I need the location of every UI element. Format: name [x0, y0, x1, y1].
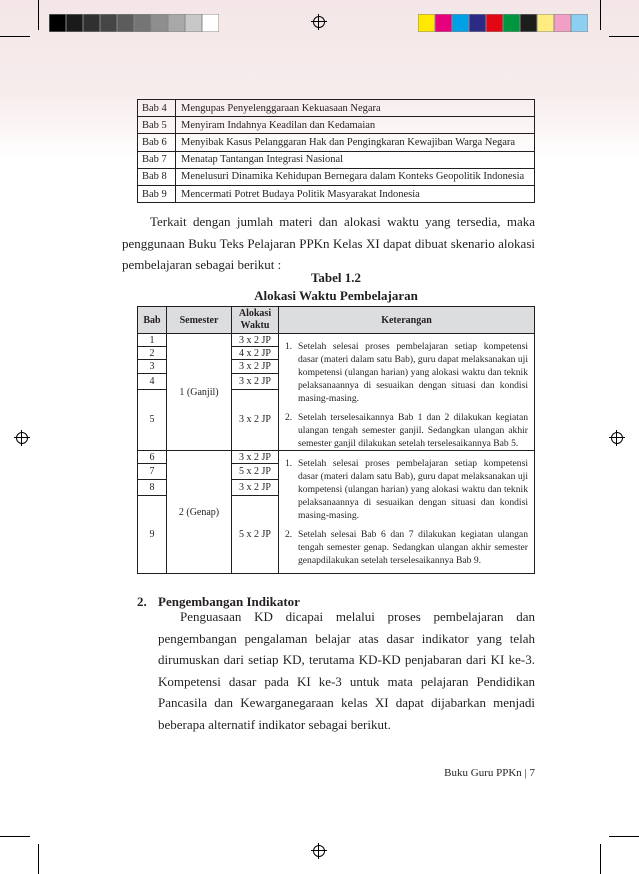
grayscale-calibration-bar: [49, 14, 219, 32]
table-row: [138, 117, 535, 134]
color-swatch: [185, 14, 202, 32]
table-row: [138, 334, 535, 347]
alokasi-cell: 3 x 2 JP: [232, 334, 279, 347]
bab-cell: 5: [138, 389, 167, 450]
color-swatch: [83, 14, 100, 32]
item-text: Setelah selesai proses pembelajaran setiap kompetensi dasar (materi dalam satu Bab), guru dapat melaksanakan uji kompetensi (ulangan harian) yang alokasi waktu dan teknik pelaksanaannya di sesuaikan dengan situasi dan kondisi masing-masing.: [298, 341, 528, 404]
bab-cell: 7: [138, 464, 167, 480]
color-swatch: [554, 14, 571, 32]
color-swatch: [202, 14, 219, 32]
chapter-number: Bab 5: [138, 117, 176, 134]
alokasi-cell: 3 x 2 JP: [232, 389, 279, 450]
semester-cell: 2 (Genap): [167, 451, 232, 574]
item-text: Setelah selesai Bab 6 dan 7 dilakukan kegiatan ulangan tengah semester genap. Sedangkan ulangan akhir semester genapdilakukan setelah terselesaikannya Bab 9.: [298, 529, 528, 566]
color-swatch: [435, 14, 452, 32]
color-calibration-bar: [418, 14, 588, 32]
keterangan-item: [285, 457, 528, 522]
bab-cell: 3: [138, 360, 167, 373]
keterangan-cell: [279, 451, 535, 574]
chapter-number: Bab 9: [138, 185, 176, 202]
header-keterangan: Keterangan: [279, 307, 535, 334]
semester-cell: 1 (Ganjil): [167, 334, 232, 451]
item-number: 2.: [285, 529, 293, 540]
chapter-title: Menatap Tantangan Integrasi Nasional: [176, 151, 535, 168]
chapter-number: Bab 6: [138, 134, 176, 151]
header-semester: Semester: [167, 307, 232, 334]
bab-cell: 1: [138, 334, 167, 347]
chapter-title: Menyiram Indahnya Keadilan dan Kedamaian: [176, 117, 535, 134]
color-swatch: [100, 14, 117, 32]
color-swatch: [537, 14, 554, 32]
chapter-number: Bab 8: [138, 168, 176, 185]
chapter-title: Mencermati Potret Budaya Politik Masyarakat Indonesia: [176, 185, 535, 202]
table-row: [138, 100, 535, 117]
color-swatch: [452, 14, 469, 32]
table-row: [138, 451, 535, 464]
intro-paragraph: Terkait dengan jumlah materi dan alokasi waktu yang tersedia, maka penggunaan Buku Teks Pelajaran PPKn Kelas XI dapat dibuat skenario alokasi pembelajaran sebagai berikut :: [122, 214, 535, 272]
page-footer: Buku Guru PPKn | 7: [444, 767, 535, 779]
color-swatch: [520, 14, 537, 32]
bab-cell: 2: [138, 347, 167, 360]
chapter-list-table: [137, 99, 535, 203]
item-text: Setelah terselesaikannya Bab 1 dan 2 dilakukan kegiatan ulangan tengah semester ganjil. Sedangkan ulangan akhir semester ganjil dilakukan setelah terselesaikannya Bab 5.: [298, 412, 528, 449]
table-number: Tabel 1.2: [310, 270, 362, 285]
section-number: 2.: [137, 594, 147, 609]
section-body: Penguasaan KD dicapai melalui proses pembelajaran dan pengembangan pengalaman belajar atas dasar indikator yang telah dirumuskan dari setiap KD, terutama KD-KD penjabaran dari KI ke-3. Kompetensi dasar pada KI ke-3 untuk mata pelajaran Pendidikan Pancasila dan Kewarganegaraan kelas XI dapat dijabarkan menjadi beberapa alternatif indikator sebagai berikut.: [158, 609, 535, 732]
color-swatch: [117, 14, 134, 32]
chapter-number: Bab 7: [138, 151, 176, 168]
keterangan-item: [285, 528, 528, 567]
color-swatch: [49, 14, 66, 32]
table-row: [138, 134, 535, 151]
crop-mark: [600, 0, 601, 30]
section-title: Pengembangan Indikator: [158, 594, 300, 609]
time-allocation-table: [137, 306, 535, 574]
bab-cell: 8: [138, 480, 167, 496]
registration-mark-icon: [14, 430, 30, 446]
crop-mark: [0, 36, 30, 37]
header-alokasi: Alokasi Waktu: [232, 307, 279, 334]
chapter-title: Menyibak Kasus Pelanggaran Hak dan Pengingkaran Kewajiban Warga Negara: [176, 134, 535, 151]
registration-mark-icon: [311, 14, 327, 30]
item-number: 1.: [285, 458, 293, 469]
crop-mark: [38, 0, 39, 30]
alokasi-cell: 3 x 2 JP: [232, 451, 279, 464]
table-title: Alokasi Waktu Pembelajaran: [254, 288, 418, 303]
color-swatch: [168, 14, 185, 32]
alokasi-cell: 3 x 2 JP: [232, 480, 279, 496]
chapter-title: Mengupas Penyelenggaraan Kekuasaan Negara: [176, 100, 535, 117]
registration-mark-icon: [311, 843, 327, 859]
color-swatch: [503, 14, 520, 32]
registration-mark-icon: [609, 430, 625, 446]
alokasi-cell: 3 x 2 JP: [232, 360, 279, 373]
table-row: [138, 168, 535, 185]
item-number: 2.: [285, 412, 293, 423]
alokasi-cell: 4 x 2 JP: [232, 347, 279, 360]
color-swatch: [469, 14, 486, 32]
keterangan-item: [285, 411, 528, 450]
crop-mark: [0, 836, 30, 837]
color-swatch: [571, 14, 588, 32]
bab-cell: 4: [138, 373, 167, 389]
table-row: [138, 185, 535, 202]
keterangan-cell: [279, 334, 535, 451]
color-swatch: [134, 14, 151, 32]
color-swatch: [486, 14, 503, 32]
crop-mark: [38, 844, 39, 874]
crop-mark: [609, 36, 639, 37]
keterangan-item: [285, 340, 528, 405]
color-swatch: [151, 14, 168, 32]
crop-mark: [609, 836, 639, 837]
alokasi-cell: 3 x 2 JP: [232, 373, 279, 389]
item-text: Setelah selesai proses pembelajaran setiap kompetensi dasar (materi dalam satu Bab), guru dapat melaksanakan uji kompetensi (ulangan harian) yang alokasi waktu dan teknik pelaksanaannya di sesuaikan dengan situasi dan kondisi masing-masing.: [298, 458, 528, 521]
color-swatch: [66, 14, 83, 32]
color-swatch: [418, 14, 435, 32]
bab-cell: 6: [138, 451, 167, 464]
chapter-number: Bab 4: [138, 100, 176, 117]
bab-cell: 9: [138, 496, 167, 574]
crop-mark: [600, 844, 601, 874]
header-bab: Bab: [138, 307, 167, 334]
alokasi-cell: 5 x 2 JP: [232, 464, 279, 480]
alokasi-cell: 5 x 2 JP: [232, 496, 279, 574]
item-number: 1.: [285, 341, 293, 352]
table-row: [138, 151, 535, 168]
chapter-title: Menelusuri Dinamika Kehidupan Bernegara dalam Konteks Geopolitik Indonesia: [176, 168, 535, 185]
